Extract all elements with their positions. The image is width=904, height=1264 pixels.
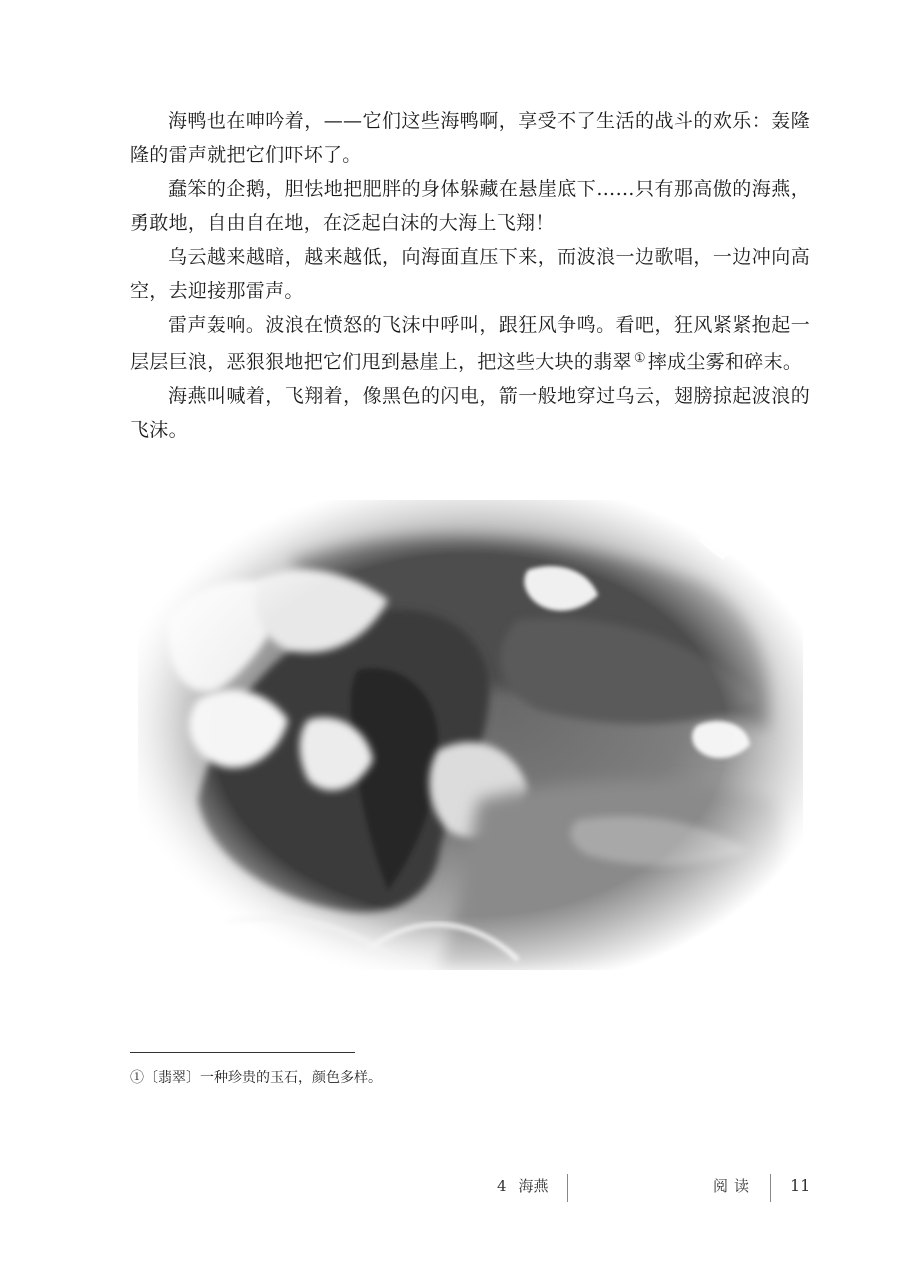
footer-divider <box>770 1174 771 1202</box>
paragraph-4-text-a: 雷声轰响。波浪在愤怒的飞沫中呼叫，跟狂风争鸣。看吧，狂风紧紧抱起一层层巨浪，恶狠狠地把它们甩到悬崖上，把这些大块的翡翠 <box>130 314 810 373</box>
lesson-title: 海燕 <box>518 1177 549 1195</box>
footnote-marker[interactable]: ① <box>633 351 646 366</box>
footer-lesson <box>497 1176 549 1196</box>
paragraph-2: 蠢笨的企鹅，胆怯地把肥胖的身体躲藏在悬崖底下……只有那高傲的海燕，勇敢地，自由自在地，在泛起白沫的大海上飞翔！ <box>130 178 810 234</box>
lesson-number: 4 <box>497 1177 507 1195</box>
body-text <box>130 104 810 447</box>
paragraph-3: 乌云越来越暗，越来越低，向海面直压下来，而波浪一边歌唱，一边冲向高空，去迎接那雷声。 <box>130 246 810 302</box>
footnote-rule <box>130 1052 355 1053</box>
storm-sea-illustration <box>138 500 803 970</box>
footer-divider <box>567 1174 568 1202</box>
paragraph-1: 海鸭也在呻吟着，——它们这些海鸭啊，享受不了生活的战斗的欢乐：轰隆隆的雷声就把它们吓坏了。 <box>130 110 810 166</box>
paragraph-4 <box>130 308 810 379</box>
paragraph-5: 海燕叫喊着，飞翔着，像黑色的闪电，箭一般地穿过乌云，翅膀掠起波浪的飞沫。 <box>130 385 810 441</box>
paragraph-4-text-b: 摔成尘雾和碎末。 <box>647 351 803 373</box>
page-number: 11 <box>790 1176 811 1195</box>
footer-section: 阅读 <box>713 1177 756 1195</box>
footnote: ①〔翡翠〕一种珍贵的玉石，颜色多样。 <box>130 1070 382 1086</box>
